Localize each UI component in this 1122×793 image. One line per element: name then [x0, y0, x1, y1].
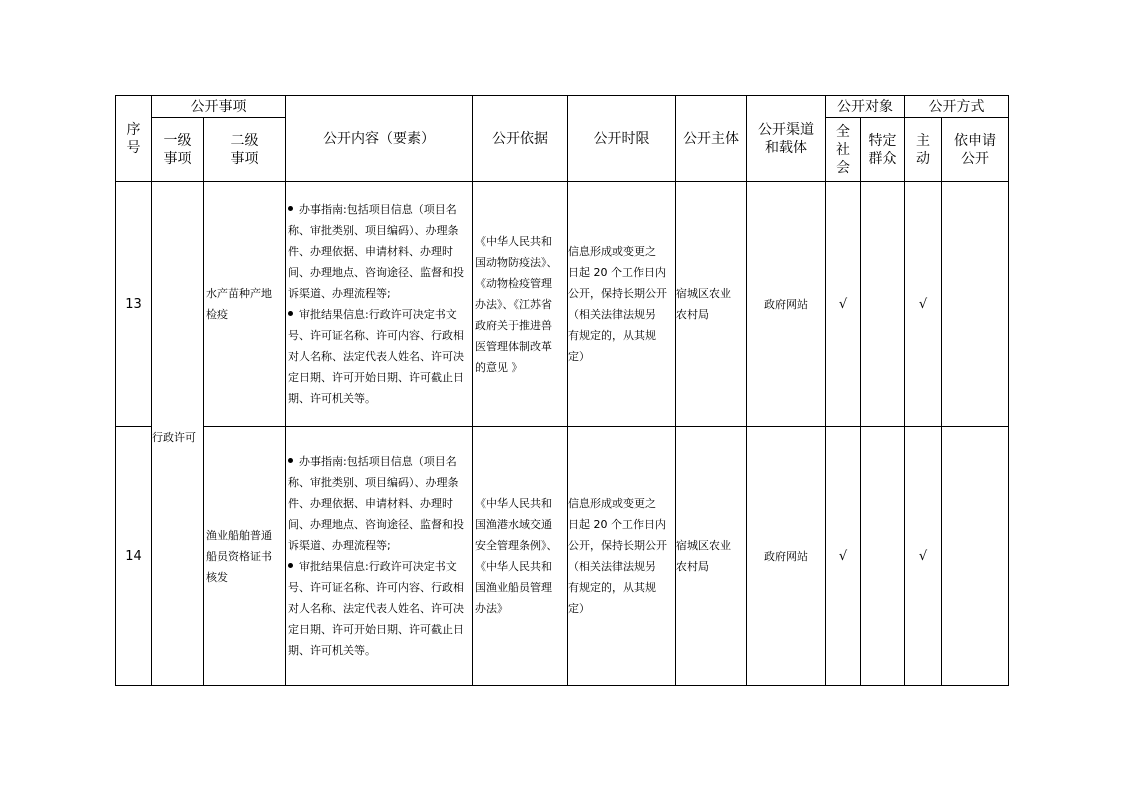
- bullet-icon: [288, 563, 293, 568]
- subject-cell: 宿城区农业 农村局: [676, 427, 747, 686]
- target-specific-check: [861, 427, 905, 686]
- target-all-header: 全 社 会: [826, 118, 861, 182]
- level1-header: 一级 事项: [152, 118, 204, 182]
- method-active-check: √: [905, 182, 942, 427]
- content-cell: [286, 427, 473, 686]
- time-limit-cell: 信息形成或变更之 日起 20 个工作日内 公开，保持长期公开 （相关法律法规另 有规定的，从其规 定）: [568, 427, 676, 686]
- level1-text: 行政许可: [152, 431, 196, 444]
- level2-header: 二级 事项: [204, 118, 286, 182]
- time-limit-cell: 信息形成或变更之 日起 20 个工作日内 公开，保持长期公开 （相关法律法规另 有规定的，从其规 定）: [568, 182, 676, 427]
- content-header: 公开内容（要素）: [286, 96, 473, 182]
- content-item: 办事指南:包括项目信息（项目名称、审批类别、项目编码）、办理条件、办理依据、申请材料、办理时间、办理地点、咨询途径、监督和投诉渠道、办理流程等;: [288, 203, 464, 300]
- basis-cell: 《中华人民共和 国渔港水域交通 安全管理条例》、 《中华人民共和 国渔业船员管理 办法》: [473, 427, 568, 686]
- content-cell: [286, 182, 473, 427]
- header-row-1: [116, 96, 1009, 118]
- level1-cell: [152, 182, 204, 686]
- method-request-check: [942, 182, 1009, 427]
- content-item: 办事指南:包括项目信息（项目名称、审批类别、项目编码）、办理条件、办理依据、申请材料、办理时间、办理地点、咨询途径、监督和投诉渠道、办理流程等;: [288, 455, 464, 552]
- level2-cell: 渔业船舶普通 船员资格证书 核发: [204, 427, 286, 686]
- table-row: [116, 427, 1009, 686]
- method-request-header: 依申请 公开: [942, 118, 1009, 182]
- level2-cell: 水产苗种产地 检疫: [204, 182, 286, 427]
- seq-header: 序 号: [116, 96, 152, 182]
- target-all-check: √: [826, 182, 861, 427]
- target-specific-header: 特定 群众: [861, 118, 905, 182]
- subject-cell: 宿城区农业 农村局: [676, 182, 747, 427]
- seq-cell: 13: [116, 182, 152, 427]
- subject-header: 公开主体: [676, 96, 747, 182]
- target-all-check: √: [826, 427, 861, 686]
- basis-header: 公开依据: [473, 96, 568, 182]
- seq-cell: 14: [116, 427, 152, 686]
- method-request-check: [942, 427, 1009, 686]
- channel-cell: 政府网站: [747, 427, 826, 686]
- target-specific-check: [861, 182, 905, 427]
- basis-cell: 《中华人民共和 国动物防疫法》、 《动物检疫管理 办法》、《江苏省 政府关于推进兽 医管理体制改革 的意见 》: [473, 182, 568, 427]
- table-row: [116, 182, 1009, 427]
- content-item: 审批结果信息:行政许可决定书文号、许可证名称、许可内容、行政相对人名称、法定代表人姓名、许可决定日期、许可开始日期、许可截止日期、许可机关等。: [288, 308, 464, 405]
- content-item: 审批结果信息:行政许可决定书文号、许可证名称、许可内容、行政相对人名称、法定代表人姓名、许可决定日期、许可开始日期、许可截止日期、许可机关等。: [288, 560, 464, 657]
- disclosure-table: [115, 95, 1009, 686]
- matters-header: 公开事项: [152, 96, 286, 118]
- time-limit-header: 公开时限: [568, 96, 676, 182]
- method-active-header: 主 动: [905, 118, 942, 182]
- method-header: 公开方式: [905, 96, 1009, 118]
- channel-cell: 政府网站: [747, 182, 826, 427]
- bullet-icon: [288, 311, 293, 316]
- bullet-icon: [288, 458, 293, 463]
- target-header: 公开对象: [826, 96, 905, 118]
- method-active-check: √: [905, 427, 942, 686]
- channel-header: 公开渠道 和载体: [747, 96, 826, 182]
- bullet-icon: [288, 206, 293, 211]
